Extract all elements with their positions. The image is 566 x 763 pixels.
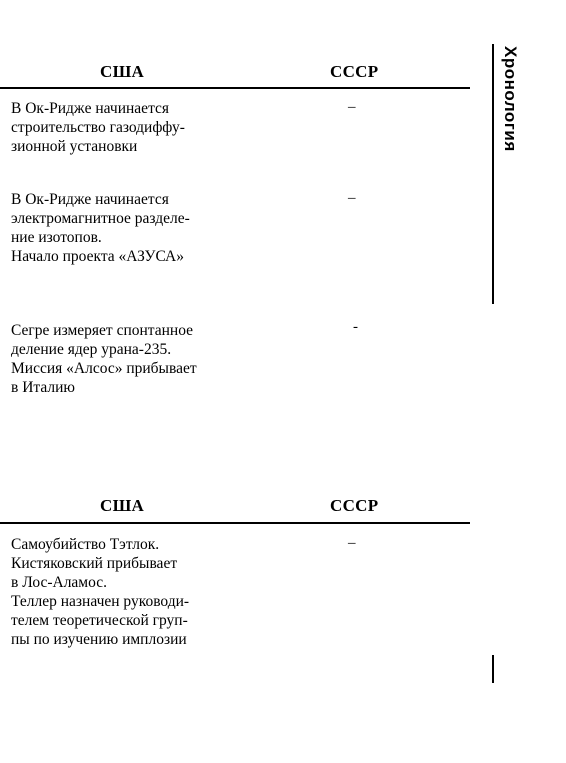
- entry-text: Сегре измеряет спонтанное деление ядер урана-235.: [11, 322, 194, 358]
- timeline-entry-usa: [11, 190, 251, 266]
- timeline-entry-usa: [11, 535, 251, 649]
- margin-rule: [492, 44, 494, 304]
- entry-text: Самоубийство Тэтлок.: [11, 536, 160, 553]
- timeline-entry-ussr: –: [348, 535, 356, 551]
- timeline-entry-ussr: –: [348, 190, 356, 206]
- entry-text: Миссия «Алсос» прибывает в Италию: [11, 360, 197, 396]
- margin-rule: [492, 655, 494, 683]
- column-header-ussr: СССР: [330, 62, 379, 81]
- entry-text: Кистяковский прибывает в Лос-Аламос.: [11, 555, 178, 591]
- chronology-title: Хронология: [501, 46, 520, 152]
- entry-text: В Ок-Риджe начинается строительство газодиффу- зионной установки: [11, 100, 185, 155]
- timeline-entry-usa: [11, 99, 251, 156]
- entry-text: Теллер назначен руководи- телем теоретической груп- пы по изучению имплозии: [11, 593, 190, 648]
- column-header-usa: США: [100, 496, 145, 515]
- column-header-usa: США: [100, 62, 145, 81]
- timeline-entry-usa: [11, 321, 251, 397]
- entry-text: В Ок-Ридже начинается электромагнитное разделе- ние изотопов.: [11, 191, 190, 246]
- entry-text: Начало проекта «АЗУСА»: [11, 248, 184, 265]
- timeline-entry-ussr: –: [348, 99, 356, 115]
- header-rule: [0, 522, 470, 524]
- timeline-entry-ussr: -: [353, 319, 358, 335]
- column-header-ussr: СССР: [330, 496, 379, 515]
- header-rule: [0, 87, 470, 89]
